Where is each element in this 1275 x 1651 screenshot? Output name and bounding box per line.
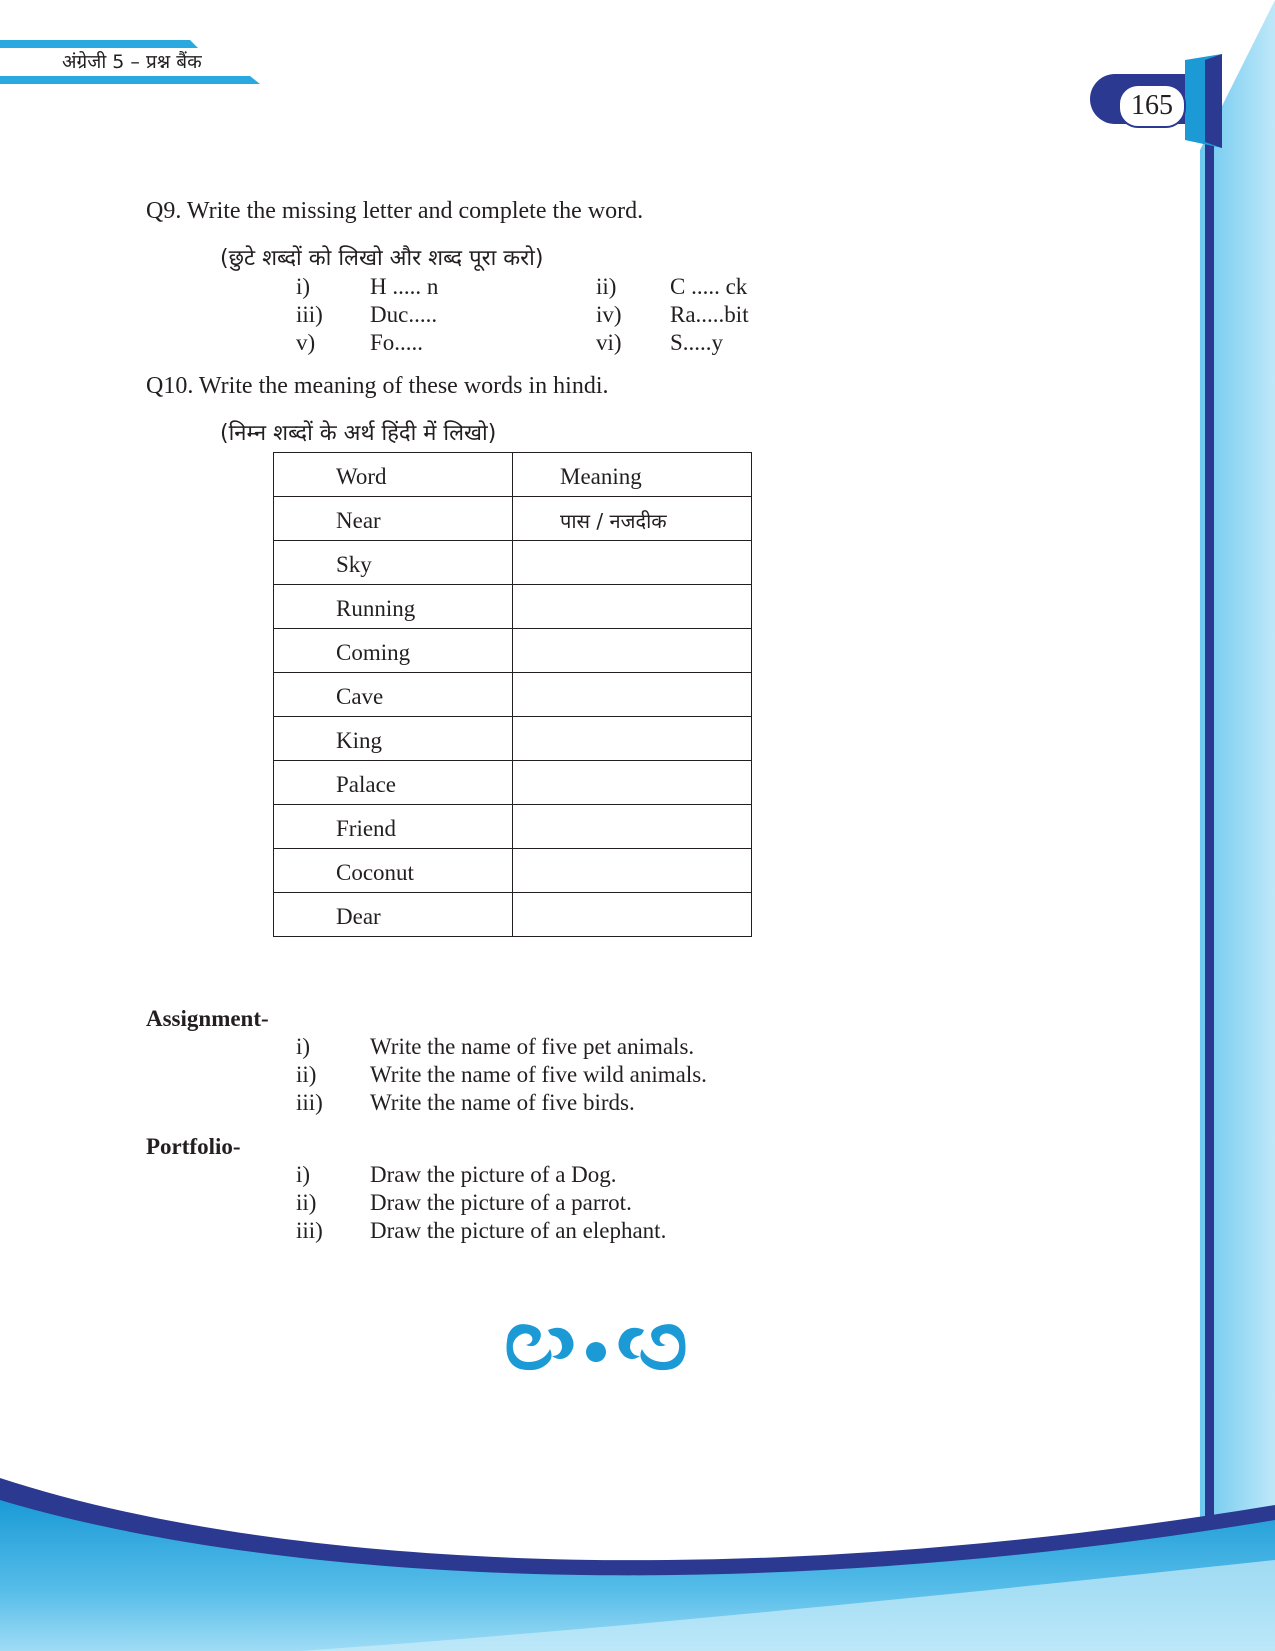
- q9-item-text: Fo.....: [370, 330, 424, 355]
- word-cell: [274, 497, 513, 541]
- table-row: [274, 805, 752, 849]
- assignment-item-num: i): [296, 1034, 311, 1059]
- assignment-item-num: ii): [296, 1062, 317, 1087]
- meaning-cell: [513, 497, 752, 541]
- q9-item-text: Duc.....: [370, 302, 438, 327]
- q9-item-num: i): [296, 274, 311, 299]
- meaning-cell: [513, 585, 752, 629]
- word-text: Palace: [336, 771, 397, 797]
- word-cell: [274, 585, 513, 629]
- word-text: Coming: [336, 639, 411, 665]
- meaning-text: [513, 605, 751, 609]
- header-meaning: Meaning: [560, 463, 642, 489]
- meaning-text: [513, 561, 751, 565]
- word-text: Sky: [336, 551, 372, 577]
- header-title: अंग्रेजी 5 – प्रश्न बैंक: [62, 51, 202, 73]
- meaning-cell: [513, 849, 752, 893]
- q9-item-num: iv): [596, 302, 622, 327]
- word-cell: [274, 673, 513, 717]
- assignment-item-text: Write the name of five birds.: [370, 1090, 635, 1115]
- table-header-cell: [274, 453, 513, 497]
- portfolio-item-text: Draw the picture of a Dog.: [370, 1162, 617, 1187]
- meaning-text: [513, 913, 751, 917]
- table-row: [274, 673, 752, 717]
- word-cell: [274, 717, 513, 761]
- meaning-cell: [513, 629, 752, 673]
- header-stripe-top: [0, 40, 198, 48]
- meaning-text: [513, 781, 751, 785]
- portfolio-item-text: Draw the picture of a parrot.: [370, 1190, 632, 1215]
- assignment-title: Assignment-: [146, 1006, 269, 1031]
- meaning-table: [273, 452, 752, 937]
- meaning-cell: [513, 541, 752, 585]
- q9-item-num: iii): [296, 302, 323, 327]
- word-cell: [274, 893, 513, 937]
- table-row: [274, 849, 752, 893]
- portfolio-item-text: Draw the picture of an elephant.: [370, 1218, 667, 1243]
- table-row: [274, 585, 752, 629]
- table-header-cell: [513, 453, 752, 497]
- side-navy-bar: [1205, 60, 1214, 1520]
- word-text: Coconut: [336, 859, 414, 885]
- meaning-text: [513, 825, 751, 829]
- table-row: [274, 761, 752, 805]
- meaning-text: [513, 649, 751, 653]
- word-cell: [274, 761, 513, 805]
- word-text: Dear: [336, 903, 381, 929]
- q9-item-text: S.....y: [670, 330, 724, 355]
- meaning-cell: [513, 805, 752, 849]
- meaning-text: पास / नजदीक: [560, 509, 667, 533]
- meaning-text: [513, 869, 751, 873]
- q9-item-text: C ..... ck: [670, 274, 748, 299]
- portfolio-item-num: i): [296, 1162, 311, 1187]
- meaning-text: [513, 737, 751, 741]
- q10-instruction: (निम्न शब्दों के अर्थ हिंदी में लिखो): [220, 421, 497, 446]
- assignment-item-text: Write the name of five wild animals.: [370, 1062, 707, 1087]
- header-stripe-bottom: [0, 76, 260, 84]
- q9-item-text: Ra.....bit: [670, 302, 749, 327]
- meaning-cell: [513, 673, 752, 717]
- table-row: [274, 629, 752, 673]
- meaning-text: [513, 693, 751, 697]
- meaning-cell: [513, 717, 752, 761]
- portfolio-item-num: iii): [296, 1218, 323, 1243]
- meaning-cell: [513, 893, 752, 937]
- table-row: [274, 717, 752, 761]
- q9-item-num: v): [296, 330, 316, 355]
- portfolio-item-num: ii): [296, 1190, 317, 1215]
- page-number: 165: [1118, 84, 1186, 128]
- table-row: [274, 541, 752, 585]
- word-cell: [274, 541, 513, 585]
- table-header-row: [274, 453, 752, 497]
- meaning-cell: [513, 761, 752, 805]
- assignment-item-text: Write the name of five pet animals.: [370, 1034, 695, 1059]
- q10-title: Q10. Write the meaning of these words in hindi.: [146, 373, 609, 399]
- portfolio-title: Portfolio-: [146, 1134, 241, 1159]
- word-text: Friend: [336, 815, 397, 841]
- page-tab-fold-inner: [1205, 54, 1222, 148]
- q9-item-text: H ..... n: [370, 274, 439, 299]
- q9-item-num: vi): [596, 330, 622, 355]
- decorative-divider-icon: [507, 1324, 686, 1370]
- header-word: Word: [336, 463, 387, 489]
- q9-title: Q9. Write the missing letter and complete the word.: [146, 198, 644, 224]
- table-row: [274, 497, 752, 541]
- assignment-item-num: iii): [296, 1090, 323, 1115]
- q9-instruction: (छुटे शब्दों को लिखो और शब्द पूरा करो): [220, 246, 544, 271]
- word-text: King: [336, 727, 382, 753]
- word-text: Running: [336, 595, 416, 621]
- word-text: Near: [336, 507, 381, 533]
- word-cell: [274, 849, 513, 893]
- table-row: [274, 893, 752, 937]
- word-cell: [274, 629, 513, 673]
- word-cell: [274, 805, 513, 849]
- q9-item-num: ii): [596, 274, 617, 299]
- word-text: Cave: [336, 683, 384, 709]
